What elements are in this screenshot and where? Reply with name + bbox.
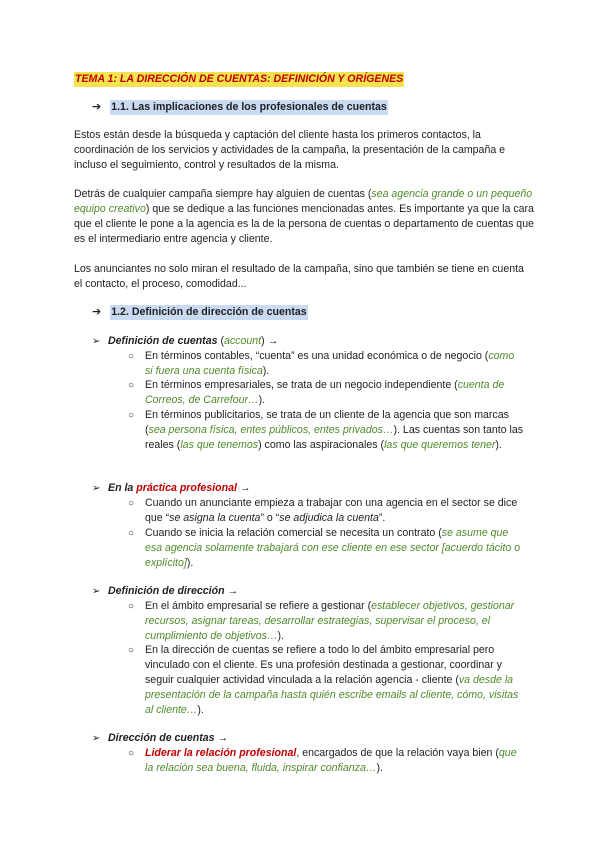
list-item: ○ En el ámbito empresarial se refiere a gestionar (establecer objetivos, gestionar recursos, asignar tareas, desarrollar estrategias, supervisar el proceso, el cumplimiento de objetivos…). [128,600,515,642]
circle-bullet-icon: ○ [128,380,135,391]
arrowhead-bullet-icon: ➢ [92,483,101,494]
list-item: ○ Cuando se inicia la relación comercial se necesita un contrato (se asume que esa agencia solamente trabajará con ese cliente en ese sector [acuerdo tácito o explícito]). [128,527,521,569]
circle-bullet-icon: ○ [128,528,135,539]
list-item: ○ En términos empresariales, se trata de un negocio independiente (cuenta de Correos, de Carrefour…). [128,379,505,406]
list-item: ○ En términos publicitarios, se trata de un cliente de la agencia que son marcas (sea persona física, entes públicos, entes privados…). Las cuentas son tanto las reales (las que tenemos) como las aspiracionales (las que queremos tener). [128,409,524,451]
document-title: TEMA 1: LA DIRECCIÓN DE CUENTAS: DEFINICIÓN Y ORÍGENES [75,73,404,85]
circle-bullet-icon: ○ [128,351,135,362]
circle-bullet-icon: ○ [128,601,135,612]
bullet-practica-profesional: ➢ En la práctica profesional → [92,482,251,494]
section-heading-1-1 [92,100,388,115]
circle-bullet-icon: ○ [128,645,135,656]
bullet-direccion-cuentas: ➢ Dirección de cuentas → [92,732,229,744]
list-item: ○ Liderar la relación profesional, encargados de que la relación vaya bien (que la relación sea buena, fluida, inspirar confianza…). [128,747,517,774]
paragraph-2: Detrás de cualquier campaña siempre hay alguien de cuentas (sea agencia grande o un pequeño equipo creativo) que se dedique a las funciones mencionadas antes. Es importante ya que la cara que el cliente le pone a la agencia es la de la persona de cuentas o departamento de cuentas que es el intermediario entre agencia y cliente. [74,188,534,245]
section-heading-1-2 [92,305,308,320]
paragraph-1: Estos están desde la búsqueda y captación del cliente hasta los primeros contactos, la coordinación de los servicios y actividades de la campaña, la presentación de la campaña e incluso el seguimiento, control y resultados de la misma. [74,129,506,171]
circle-bullet-icon: ○ [128,498,135,509]
arrow-icon: ➔ [92,306,102,318]
list-item: ○ En términos contables, “cuenta” es una unidad económica o de negocio (como si fuera una cuenta física). [128,350,515,377]
list-item: ○ En la dirección de cuentas se refiere a todo lo del ámbito empresarial pero vinculado con el cliente. Es una profesión destinada a gestionar, coordinar y seguir cualquier actividad vinculada a la relación agencia - cliente (va desde la presentación de la campaña hasta quién escribe emails al cliente, cómo, visitas al cliente…). [128,644,519,716]
arrowhead-bullet-icon: ➢ [92,586,101,597]
section-title: 1.1. Las implicaciones de los profesionales de cuentas [111,101,387,113]
list-item: ○ Cuando un anunciante empieza a trabajar con una agencia en el sector se dice que “se asigna la cuenta” o “se adjudica la cuenta”. [128,497,518,524]
bullet-definicion-direccion: ➢ Definición de dirección → [92,585,239,597]
bullet-definicion-cuentas: ➢ Definición de cuentas (account) → [92,335,279,347]
circle-bullet-icon: ○ [128,410,135,421]
arrowhead-bullet-icon: ➢ [92,733,101,744]
arrowhead-bullet-icon: ➢ [92,336,101,347]
paragraph-3: Los anunciantes no solo miran el resultado de la campaña, sino que también se tiene en cuenta el contacto, el proceso, comodidad... [74,263,524,290]
section-title: 1.2. Definición de dirección de cuentas [111,306,307,318]
circle-bullet-icon: ○ [128,748,135,759]
arrow-icon: ➔ [92,101,102,113]
